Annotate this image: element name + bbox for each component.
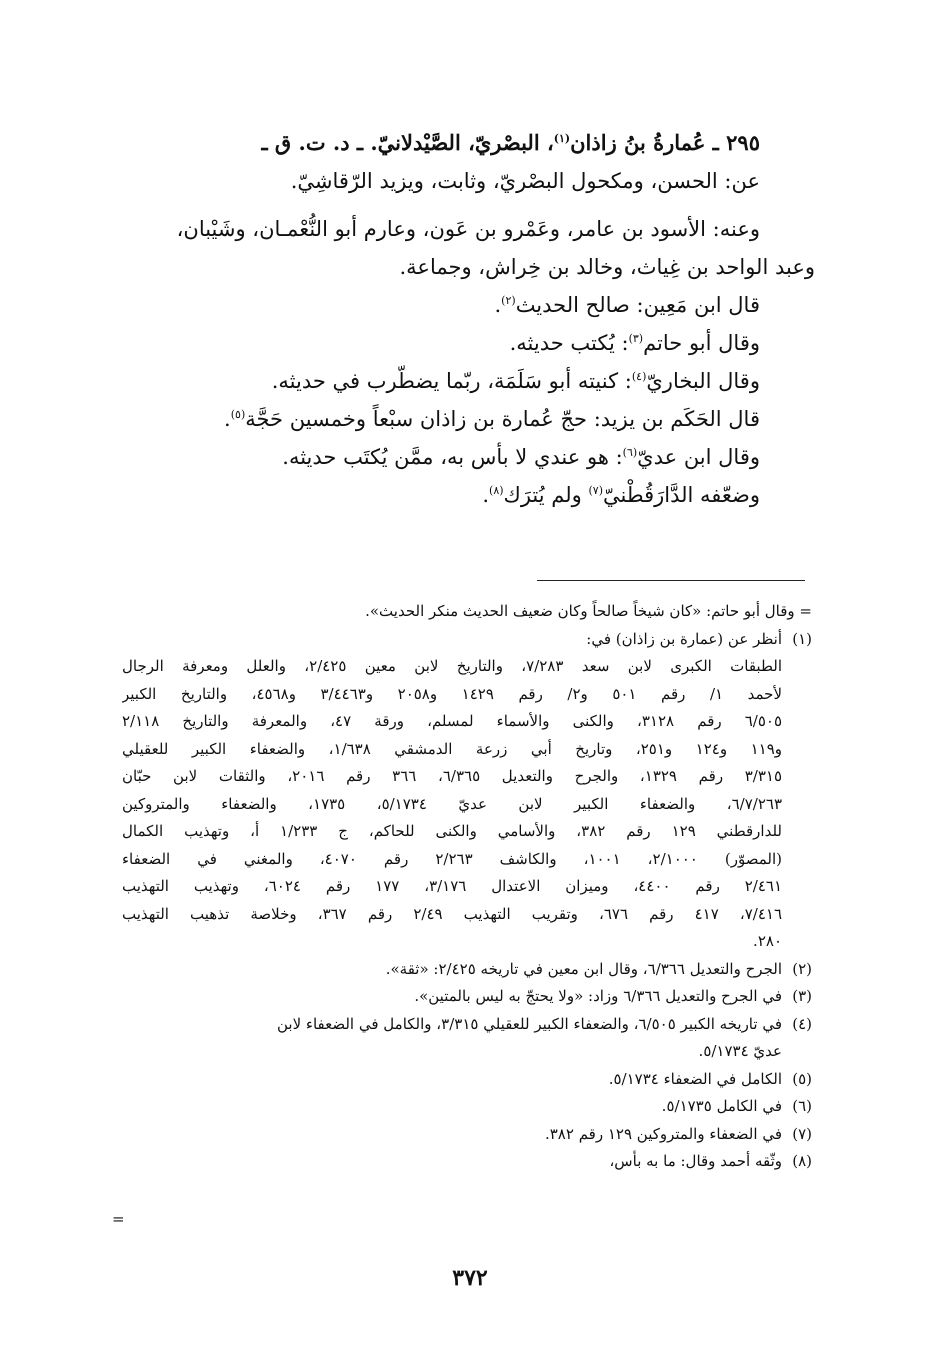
quote-hakam: قال الحَكَم بن يزيد: حجّ عُمارة بن زاذان سبْعاً وخمسين حَجَّة$^{(٥)}$. [224, 407, 760, 431]
quote-daraqutni: وضعّفه الدَّارَقُطْنيّ$^{(٧)}$ ولم يُترَك$^{(٨)}$. [482, 483, 760, 507]
quote-ibn-maeen: قال ابن مَعِين: صالح الحديث$^{(٢)}$. [494, 293, 760, 317]
quote-text: وقال أبو حاتم [643, 331, 760, 355]
footnote-text: في تاريخه الكبير ٦/٥٠٥، والضعفاء الكبير للعقيلي ٣/٣١٥، والكامل في الضعفاء لابن [276, 1014, 782, 1033]
footnote-text: في الضعفاء والمتروكين ١٢٩ رقم ٣٨٢. [544, 1124, 782, 1143]
footnote-4-continued: عديّ ٥/١٧٣٤. [698, 1042, 782, 1060]
footnote-carryover: = وقال أبو حاتم: «كان شيخاً صالحاً وكان ضعيف الحديث منكر الحديث». [365, 602, 812, 620]
quote-text: : هو عندي لا بأس به، ممَّن يُكتَب حديثه. [282, 445, 623, 469]
footnote-number: (٣) [792, 987, 812, 1005]
footnote-ref-3[interactable]: (٣) [628, 332, 644, 345]
spacer [120, 200, 760, 210]
footnote-text: الكامل في الضعفاء ٥/١٧٣٤. [608, 1069, 782, 1088]
biography-entry [120, 124, 815, 514]
entry-heading [120, 124, 760, 162]
quote-ibn-adi [120, 438, 760, 476]
footnote-number: (٨) [792, 1152, 812, 1170]
page-number: ٣٧٢ [452, 1265, 488, 1291]
footnotes [122, 598, 812, 1176]
source-line: ٦/٧/٢٦٣، والضعفاء الكبير لابن عديّ ٥/١٧٣٤، ١٧٣٥، والضعفاء والمتروكين [122, 794, 782, 813]
footnote-ref-7[interactable]: (٧) [588, 484, 603, 497]
entry-students-line-1: وعنه: الأسود بن عامر، وعَمْرو بن عَون، وعارم أبو النُّعْمـان، وشَيْبان، [176, 217, 760, 241]
source-line: (المصوّر) ٢/١٠٠٠، ١٠٠١، والكاشف ٢/٢٦٣ رقم ٤٠٧٠، والمغني في الضعفاء [122, 849, 782, 868]
source-line: للدارقطني ١٢٩ رقم ٣٨٢، والأسامي والكنى للحاكم، ج ١/٢٣٣ أ، وتهذيب الكمال [122, 822, 782, 840]
footnote-3 [122, 983, 812, 1011]
quote-text: وقال البخاريّ [646, 369, 760, 393]
footnote-ref-2[interactable]: (٢) [501, 294, 516, 307]
footnote-number: (٥) [792, 1069, 812, 1088]
footnote-ref-8[interactable]: (٨) [489, 484, 504, 497]
footnote-7 [122, 1121, 812, 1149]
footnote-6 [122, 1093, 812, 1121]
source-line: و١١٩ و١٢٤ و٢٥١، وتاريخ أبي زرعة الدمشقي ١/٦٣٨، والضعفاء الكبير للعقيلي [122, 739, 782, 758]
footnote-ref-6[interactable]: (٦) [622, 446, 638, 459]
footnote-text: وثّقه أحمد وقال: ما به بأس، [609, 1152, 782, 1170]
footnote-2 [122, 956, 812, 984]
entry-nisba: ، البصْريّ، الصَّيْدلانيّ. ـ د. ت. ق ـ [261, 130, 554, 155]
footnote-divider [537, 580, 805, 581]
entry-teachers: عن: الحسن، ومكحول البصْريّ، وثابت، ويزيد الرّقاشِيّ. [290, 169, 760, 193]
quote-text: ولم يُترَك [503, 483, 589, 507]
quote-text: قال الحَكَم بن يزيد: حجّ عُمارة بن زاذان سبْعاً وخمسين حَجَّة [245, 407, 760, 431]
footnote-5 [122, 1066, 812, 1094]
source-line: ٢/٤٦١ رقم ٤٤٠٠، وميزان الاعتدال ٣/١٧٦، ١٧٧ رقم ٦٠٢٤، وتهذيب التهذيب [122, 877, 782, 895]
continuation-mark: = [112, 1210, 125, 1228]
footnote-text: الجرح والتعديل ٦/٣٦٦، وقال ابن معين في تاريخه ٢/٤٢٥: «ثقة». [385, 959, 782, 978]
quote-text: : يُكتب حديثه. [509, 331, 629, 355]
footnote-number: (٧) [792, 1124, 812, 1143]
source-line: ٣/٣١٥ رقم ١٣٢٩، والجرح والتعديل ٦/٣٦٥، ٣٦٦ رقم ٢٠١٦، والثقات لابن حبّان [122, 767, 782, 785]
source-line: ٧/٤١٦، ٤١٧ رقم ٦٧٦، وتقريب التهذيب ٢/٤٩ رقم ٣٦٧، وخلاصة تذهيب التهذيب [122, 904, 782, 923]
footnote-number: (١) [792, 629, 812, 648]
quote-bukhari [120, 362, 760, 400]
footnote-number: (٤) [792, 1014, 812, 1033]
footnote-text: في الكامل ٥/١٧٣٥. [661, 1097, 782, 1115]
quote-abu-hatim [120, 324, 760, 362]
source-line: الطبقات الكبرى لابن سعد ٧/٢٨٣، والتاريخ لابن معين ٢/٤٢٥، والعلل ومعرفة الرجال [122, 657, 782, 675]
footnote-number: (٦) [792, 1097, 812, 1115]
footnote-text: أنظر عن (عمارة بن زاذان) في: [586, 629, 782, 648]
quote-text: قال ابن مَعِين: صالح الحديث [515, 293, 760, 317]
entry-name: ٢٩٥ ـ عُمارةُ بنُ زاذان [570, 130, 760, 155]
footnote-8 [122, 1148, 812, 1176]
footnote-ref-5[interactable]: (٥) [230, 408, 246, 421]
quote-text: وضعّفه الدَّارَقُطْنيّ [603, 483, 760, 507]
footnote-ref-1[interactable]: (١) [553, 132, 571, 145]
footnote-4 [122, 1011, 812, 1039]
source-line: ٢٨٠. [753, 932, 782, 950]
quote-text: وقال ابن عديّ [637, 445, 760, 469]
source-line: ٦/٥٠٥ رقم ٣١٢٨، والكنى والأسماء لمسلم، ورقة ٤٧، والمعرفة والتاريخ ٢/١١٨ [122, 712, 782, 730]
footnote-number: (٢) [792, 959, 812, 978]
footnote-1-sources [122, 653, 812, 956]
quote-text: : كنيته أبو سَلَمَة، ربّما يضطّرب في حديثه. [271, 369, 632, 393]
footnote-1 [122, 626, 812, 654]
source-line: لأحمد ١/ رقم ٥٠١ و٢/ رقم ١٤٢٩ و٢٠٥٨ و٣/٤٤٦٣ و٤٥٦٨، والتاريخ الكبير [122, 684, 782, 703]
footnote-ref-4[interactable]: (٤) [631, 370, 647, 383]
footnote-text: في الجرح والتعديل ٦/٣٦٦ وزاد: «ولا يحتجّ به ليس بالمتين». [414, 987, 782, 1005]
entry-students-line-2: وعبد الواحد بن غِياث، وخالد بن خِراش، وجماعة. [399, 255, 815, 279]
